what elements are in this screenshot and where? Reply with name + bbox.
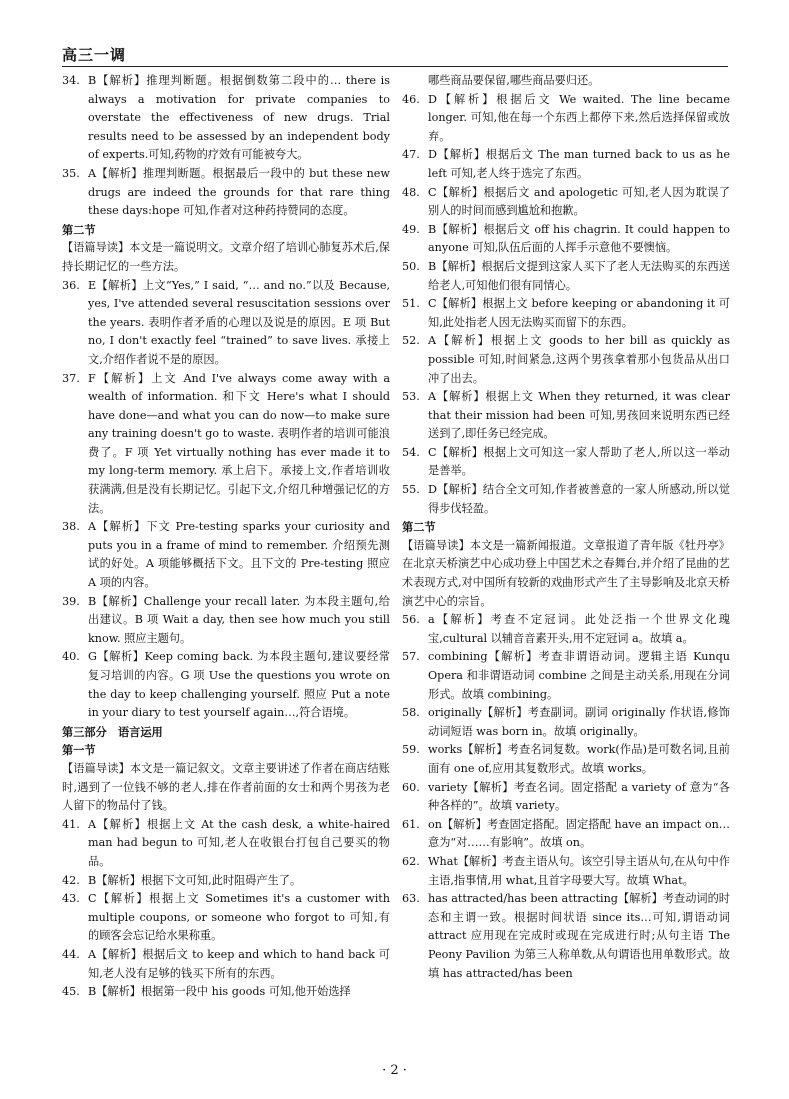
question-number: 45.	[62, 985, 80, 999]
question-number: 41.	[62, 817, 80, 831]
answer-item	[62, 648, 390, 722]
question-number: 38.	[62, 520, 80, 534]
answer-text: B【解析】Challenge your recall later. 为本段主题句,给出建议。B 项 Wait a day, then see how much you still know. 照应主题句。	[88, 594, 390, 645]
answer-item	[402, 258, 730, 295]
answer-text: works【解析】考查名词复数。work(作品)是可数名词,且前面有 one of,应用其复数形式。故填 works。	[428, 743, 730, 775]
question-number: 56.	[402, 613, 420, 627]
answer-text: C【解析】根据后文 and apologetic 可知,老人因为耽误了别人的时间而感到尴尬和抱歉。	[428, 185, 730, 218]
answer-item	[402, 704, 730, 741]
answer-text: D【解析】结合全文可知,作者被善意的一家人所感动,所以觉得步伐轻盈。	[428, 483, 730, 515]
section-heading: 第二节	[402, 520, 436, 535]
answer-text: has attracted/has been attracting【解析】考查动词的时态和主谓一致。根据时间状语 since its…可知,谓语动词 attract 应用现在完成时或现在完成进行时;从句主语 The Peony Pavilion 为第三人称单数,从句谓语也用单数形式。故填 has attracted/has been	[428, 892, 730, 980]
answer-item	[402, 184, 730, 221]
left-column	[62, 72, 390, 1002]
question-number: 47.	[402, 148, 420, 162]
answer-item	[402, 332, 730, 388]
question-number: 42.	[62, 873, 80, 887]
question-number: 52.	[402, 334, 420, 348]
question-number: 59.	[402, 743, 420, 757]
right-column	[402, 72, 730, 983]
answer-item	[62, 370, 390, 519]
question-number: 51.	[402, 297, 420, 311]
page-header	[62, 44, 728, 67]
question-number: 63.	[402, 892, 420, 906]
question-number: 39.	[62, 594, 80, 608]
passage-guide: 【语篇导读】本文是一篇说明文。文章介绍了培训心肺复苏术后,保持长期记忆的一些方法。	[62, 241, 390, 273]
section-heading: 第一节	[62, 743, 96, 758]
answer-item	[402, 295, 730, 332]
page-number: · 2 ·	[382, 1063, 407, 1078]
answer-item	[62, 518, 390, 592]
question-number: 46.	[402, 92, 420, 106]
answer-item	[62, 277, 390, 370]
answer-item	[62, 946, 390, 983]
answer-item	[402, 853, 730, 890]
question-number: 50.	[402, 259, 420, 273]
question-number: 35.	[62, 166, 80, 180]
question-number: 57.	[402, 650, 420, 664]
question-number: 43.	[62, 892, 80, 906]
answer-text: originally【解析】考查副词。副词 originally 作状语,修饰动词短语 was born in。故填 originally。	[428, 706, 730, 738]
question-number: 34.	[62, 74, 80, 87]
answer-text: A【解析】根据上文 goods to her bill as quickly as possible 可知,时间紧急,这两个男孩拿着那小包货品从出口冲了出去。	[428, 334, 730, 385]
answer-text: A【解析】根据后文 to keep and which to hand back 可知,老人没有足够的钱买下所有的东西。	[88, 947, 390, 980]
answer-item	[62, 165, 390, 221]
answer-item	[402, 741, 730, 778]
answer-item	[402, 91, 730, 147]
answer-item	[62, 890, 390, 946]
passage-guide: 【语篇导读】本文是一篇记叙文。文章主要讲述了作者在商店结账时,遇到了一位钱不够的老人,排在作者前面的女士和两个男孩为老人留下的物品付了钱。	[62, 761, 390, 813]
question-number: 61.	[402, 817, 420, 831]
question-number: 58.	[402, 706, 420, 720]
answer-item	[402, 779, 730, 816]
answer-text: What【解析】考查主语从句。该空引导主语从句,在从句中作主语,指事情,用 what,且首字母要大写。故填 What。	[428, 854, 730, 887]
section-heading: 第三部分 语言运用	[62, 724, 163, 739]
answer-text: C【解析】根据上文 Sometimes it's a customer with multiple coupons, or someone who forgot to 可知,有的顾客会忘记给水果称重。	[88, 892, 390, 943]
answer-text: C【解析】根据上文可知这一家人帮助了老人,所以这一举动是善举。	[428, 445, 730, 478]
question-number: 48.	[402, 185, 420, 199]
answer-text: E【解析】上文“Yes,” I said, “… and no.”以及 Because, yes, I've attended several resuscitation sessions over the years. 表明作者矛盾的心理以及说是的原因。E 项 But no, I don't exactly feel “trained” to save lives. 承接上文,介绍作者说不是的原因。	[88, 278, 390, 366]
question-number: 54.	[402, 445, 420, 459]
answer-text: A【解析】推理判断题。根据最后一段中的 but these new drugs are indeed the grounds for that rare thing these days:hope 可知,作者对这种药持赞同的态度。	[88, 166, 390, 218]
answer-text: A【解析】根据上文 When they returned, it was clear that their mission had been 可知,男孩回来说明东西已经送到了,即任务已经完成。	[428, 390, 730, 441]
answer-item	[402, 890, 730, 983]
passage-guide: 【语篇导读】本文是一篇新闻报道。文章报道了青年版《牡丹亭》在北京天桥演艺中心成功登上中国艺术之春舞台,并介绍了昆曲的艺术表现方式,对中国所有较新的戏曲形式产生了主导影响及北京天桥演艺中心的宗旨。	[402, 538, 730, 608]
answer-item	[402, 816, 730, 853]
question-number: 62.	[402, 854, 420, 868]
answer-text: combining【解析】考查非谓语动词。逻辑主语 Kunqu Opera 和非谓语动词 combine 之间是主动关系,用现在分词形式。故填 combining。	[428, 650, 730, 701]
answer-text: G【解析】Keep coming back. 为本段主题句,建议要经常复习培训的内容。G 项 Use the questions you wrote on the day to keep challenging yourself. 照应 Put a note in your diary to test yourself again…,符合语境。	[88, 650, 390, 720]
answer-item	[402, 444, 730, 481]
answer-item	[62, 593, 390, 649]
answer-text: A【解析】下文 Pre-testing sparks your curiosity and puts you in a frame of mind to remember. 介绍预先测试的好处。A 项能够概括下文。且下文的 Pre-testing 照应 A 项的内容。	[88, 520, 390, 590]
answer-item	[402, 648, 730, 704]
answer-item	[402, 221, 730, 258]
answer-item	[62, 872, 390, 891]
answer-text: on【解析】考查固定搭配。固定搭配 have an impact on… 意为“对……有影响”。故填 on。	[428, 817, 730, 850]
answer-text: F【解析】上文 And I've always come away with a wealth of information. 和下文 Here's what I should have done—and what you can do now—to make sure any training doesn't go to waste. 表明作者的培训可能浪费了。F 项 Yet virtually nothing has ever made it to my long-term memory. 承上启下。承接上文,作者培训收获满满,但是没有长期记忆。引起下文,介绍几种增强记忆的方法。	[88, 371, 390, 515]
question-number: 36.	[62, 278, 80, 292]
answer-text: B【解析】根据后文 off his chagrin. It could happen to anyone 可知,队伍后面的人挥手示意他不要懊恼。	[428, 222, 730, 255]
answer-text: B【解析】根据第一段中 his goods 可知,他开始选择	[88, 985, 351, 999]
answer-text: a【解析】考查不定冠词。此处泛指一个世界文化瑰宝,cultural 以辅音音素开头,用不定冠词 a。故填 a。	[428, 613, 730, 645]
answer-item	[62, 72, 390, 165]
question-number: 40.	[62, 650, 80, 664]
answer-text: D【解析】根据后文 We waited. The line became longer. 可知,他在每一个东西上都停下来,然后选择保留或放弃。	[428, 92, 730, 143]
answer-item	[62, 816, 390, 872]
answer-item	[402, 611, 730, 648]
question-number: 37.	[62, 371, 80, 385]
continued-text: 哪些商品要保留,哪些商品要归还。	[428, 74, 600, 87]
answer-item	[402, 146, 730, 183]
answer-text: variety【解析】考查名词。固定搭配 a variety of 意为“各种各样的”。故填 variety。	[428, 780, 730, 813]
answer-text: A【解析】根据上文 At the cash desk, a white-haired man had begun to 可知,老人在收银台打包自己要买的物品。	[88, 817, 390, 868]
header-title: 高三一调	[62, 46, 127, 64]
question-number: 49.	[402, 222, 420, 236]
answer-text: D【解析】根据后文 The man turned back to us as he left 可知,老人终于选完了东西。	[428, 148, 730, 180]
answer-text: B【解析】根据后文提到这家人买下了老人无法购买的东西送给老人,可知他们很有同情心。	[428, 259, 730, 292]
answer-item	[62, 983, 390, 1002]
question-number: 53.	[402, 390, 420, 404]
question-number: 55.	[402, 483, 420, 497]
question-number: 60.	[402, 780, 420, 794]
answer-item	[402, 388, 730, 444]
question-number: 44.	[62, 947, 80, 961]
answer-item	[402, 481, 730, 518]
answer-text: B【解析】根据下文可知,此时阻碍产生了。	[88, 873, 302, 887]
answer-text: B【解析】推理判断题。根据倒数第二段中的… there is always a motivation for private companies to overstate the effectiveness of new drugs. Trial results need to be assessed by an independent body of experts.可知,药物的疗效有可能被夸大。	[88, 74, 390, 162]
answer-text: C【解析】根据上文 before keeping or abandoning it 可知,此处指老人因无法购买而留下的东西。	[428, 297, 730, 329]
section-heading: 第二节	[62, 222, 96, 237]
